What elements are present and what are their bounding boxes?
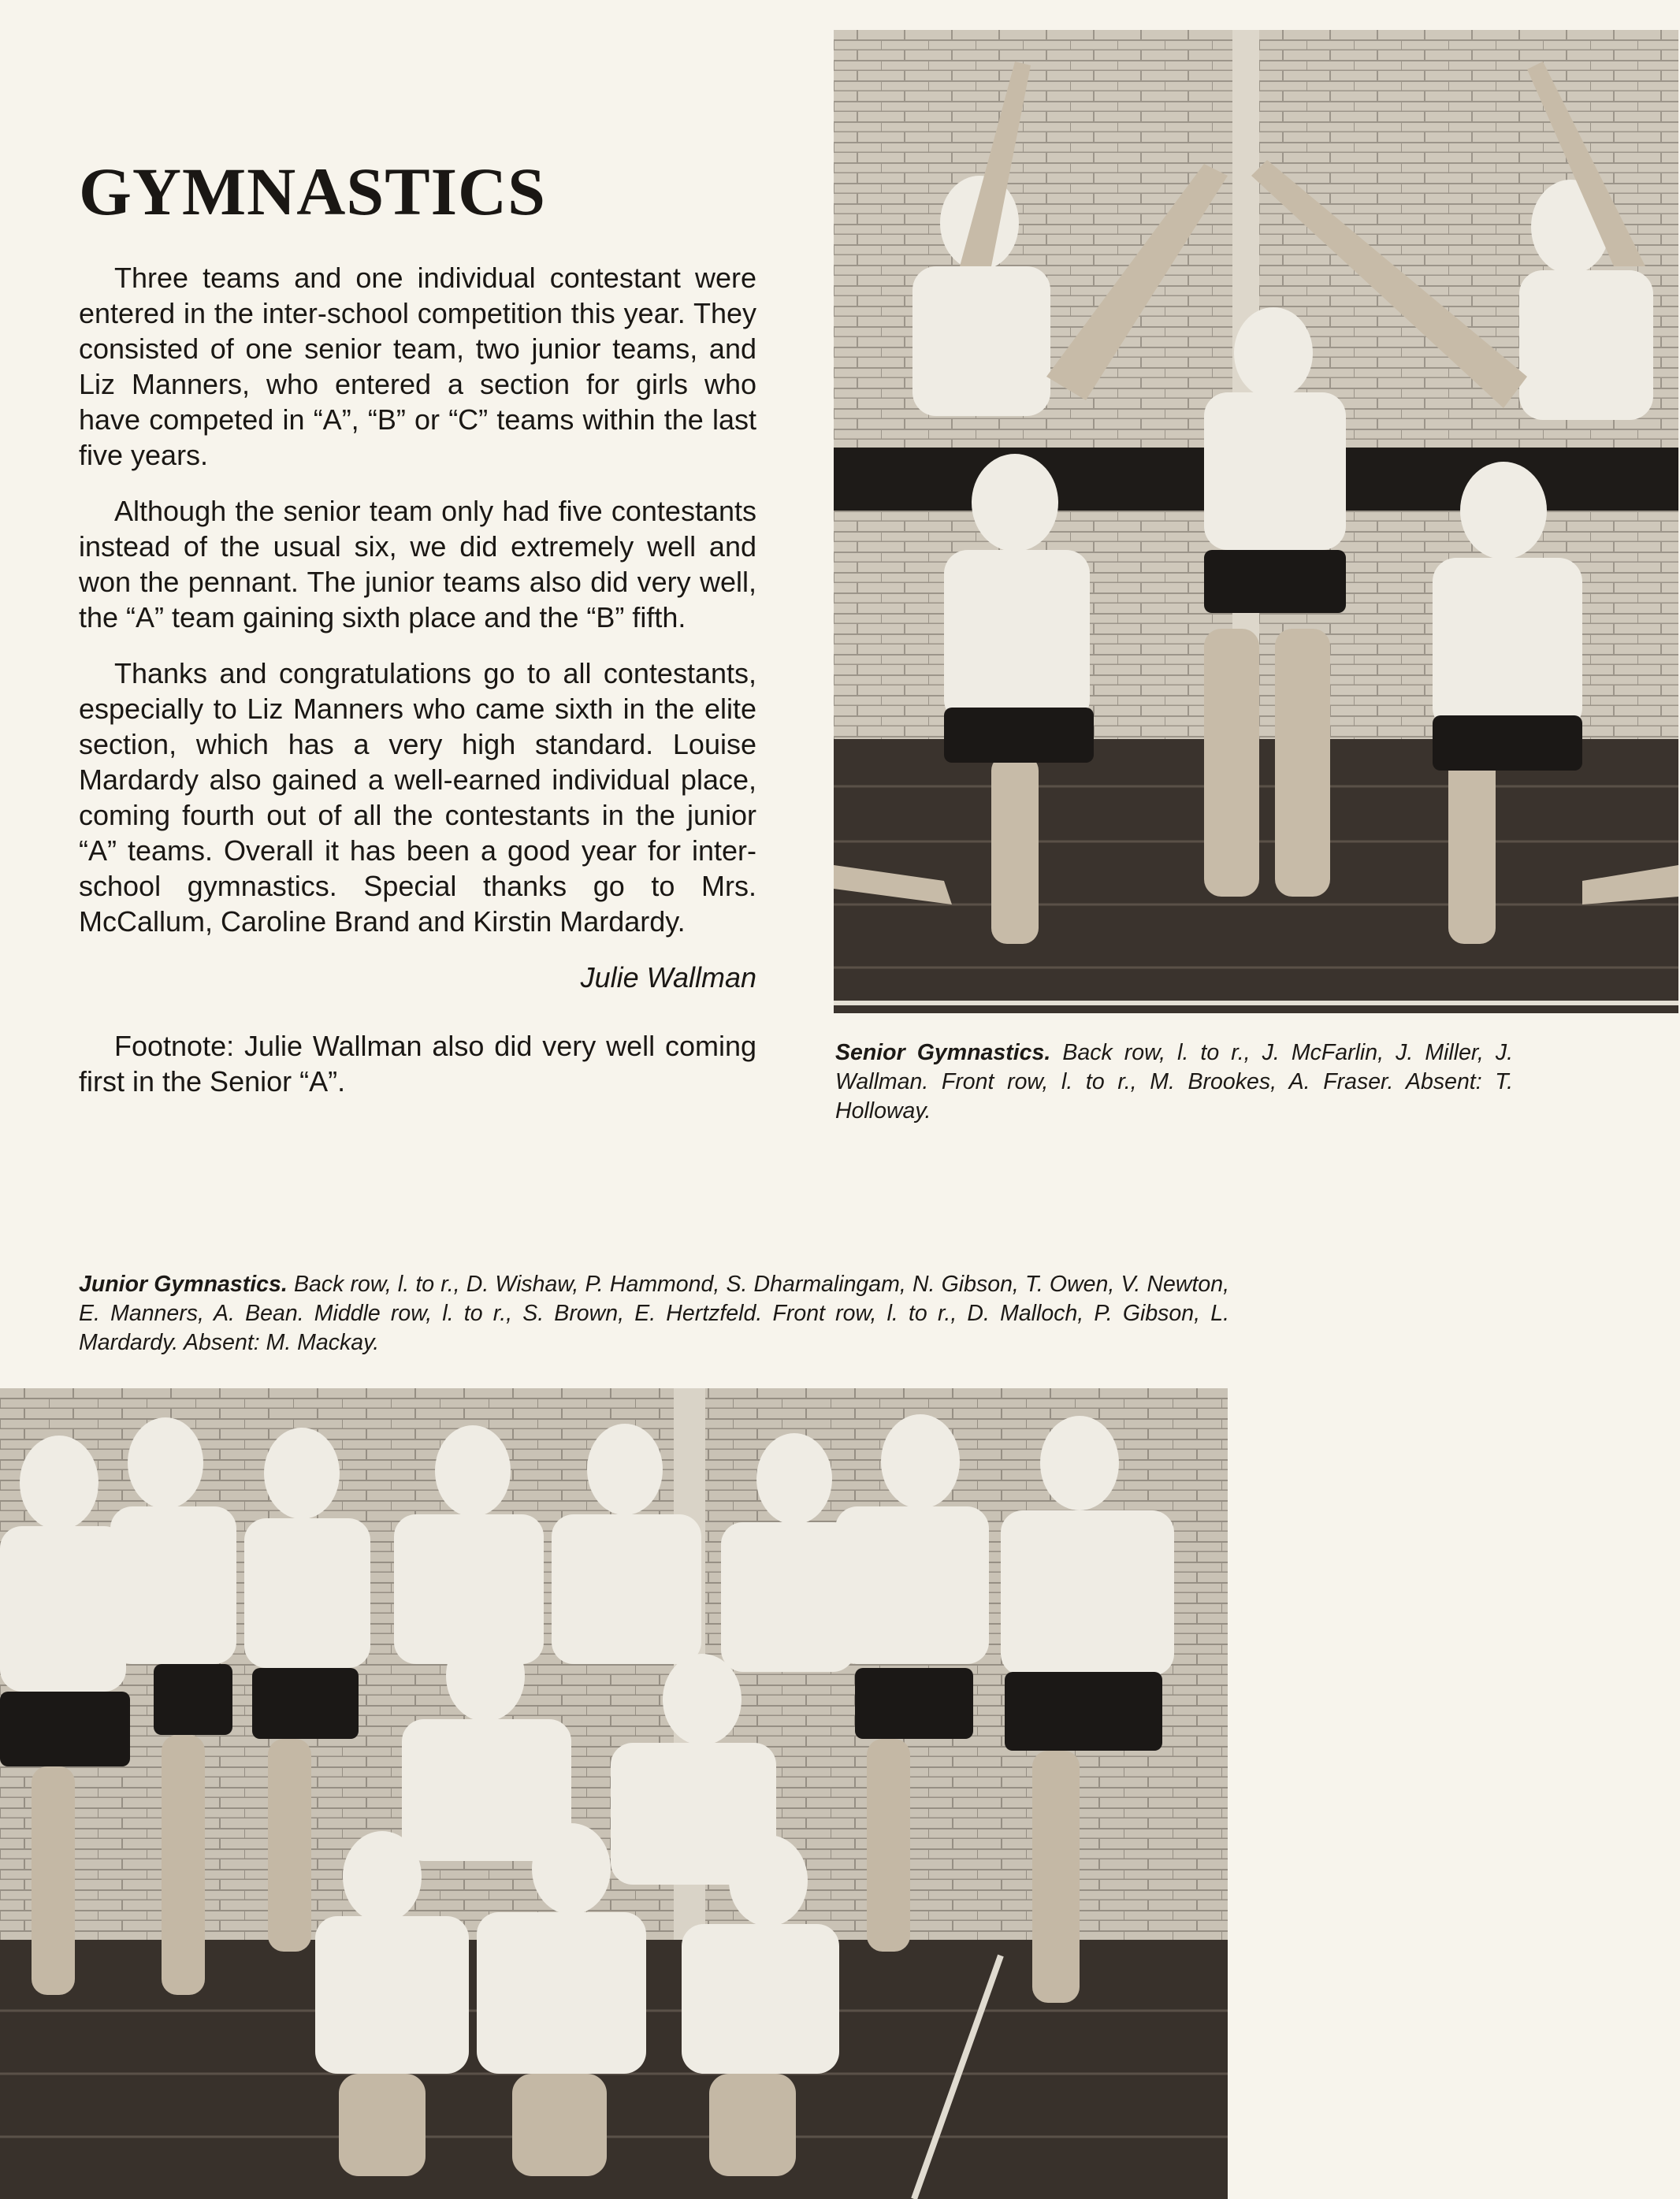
senior-team-photo: [834, 30, 1678, 1013]
article-author: Julie Wallman: [580, 961, 756, 994]
junior-photo-caption: [79, 1270, 1229, 1358]
senior-caption-heading: Senior Gymnastics.: [835, 1040, 1051, 1065]
article-body: [79, 260, 756, 1120]
senior-caption-text: Back row, l. to r., J. McFarlin, J. Miller, J. Wallman. Front row, l. to r., M. Brookes, A. Fraser. Absent: T. Holloway.: [835, 1040, 1514, 1124]
junior-photo-image: [0, 1388, 1228, 2199]
article-paragraph: Thanks and congratulations go to all contestants, especially to Liz Manners who came sixth in the elite section, which has a very high standard. Louise Mardardy also gained a well-earned individual place, coming fourth out of all the contestants in the junior “A” teams. Overall it has been a good year for inter-school gymnastics. Special thanks go to Mrs. McCallum, Caroline Brand and Kirstin Mardardy.: [79, 657, 756, 938]
page-title: GYMNASTICS: [79, 154, 546, 229]
junior-team-photo: [0, 1388, 1228, 2199]
article-footnote: Footnote: Julie Wallman also did very well coming first in the Senior “A”.: [79, 1030, 756, 1098]
senior-photo-image: [834, 30, 1678, 1013]
junior-caption-heading: Junior Gymnastics.: [79, 1272, 288, 1297]
junior-caption-text: Back row, l. to r., D. Wishaw, P. Hammond, S. Dharmalingam, N. Gibson, T. Owen, V. Newton, E. Manners, A. Bean. Middle row, l. to r., S. Brown, E. Hertzfeld. Front row, l. to r., D. Malloch, P. Gibson, L. Mardardy. Absent: M. Mackay.: [79, 1272, 1229, 1355]
senior-photo-caption: [835, 1038, 1513, 1126]
article-paragraph: Three teams and one individual contestant were entered in the inter-school competition this year. They consisted of one senior team, two junior teams, and Liz Manners, who entered a section for girls who have competed in “A”, “B” or “C” teams within the last five years.: [79, 262, 756, 471]
article-paragraph: Although the senior team only had five contestants instead of the usual six, we did extremely well and won the pennant. The junior teams also did very well, the “A” team gaining sixth place and the “B” fifth.: [79, 495, 756, 633]
